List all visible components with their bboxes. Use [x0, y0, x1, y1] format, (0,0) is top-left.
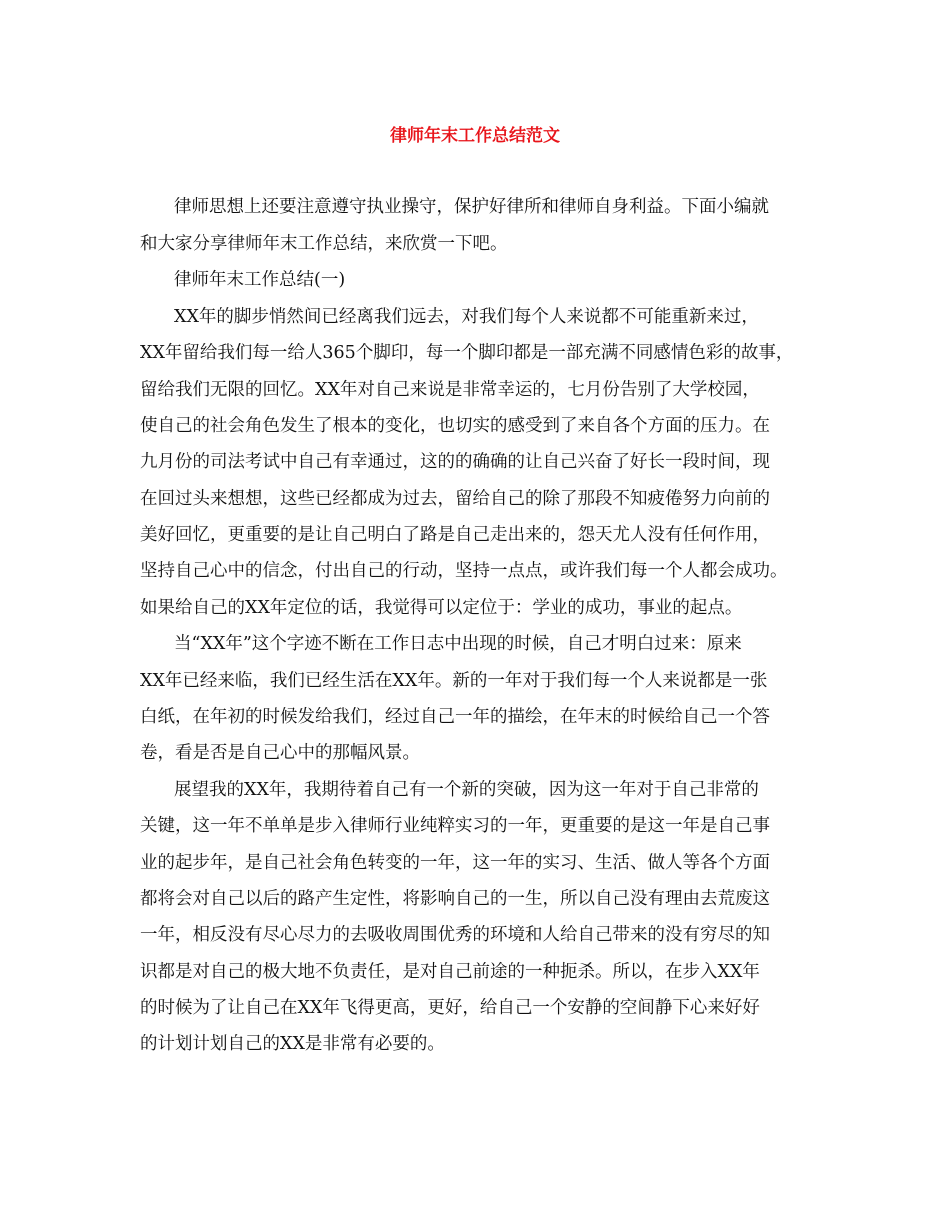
text-line: 坚持自己心中的信念，付出自己的行动，坚持一点点，或许我们每一个人都会成功。	[140, 561, 788, 581]
text-line: XX年已经来临，我们已经生活在XX年。新的一年对于我们每一个人来说都是一张	[140, 671, 768, 691]
text-line: XX年留给我们每一给人365个脚印，每一个脚印都是一部充满不同感情色彩的故事，	[140, 343, 794, 363]
text-line: 美好回忆，更重要的是让自己明白了路是自己走出来的，怨天尤人没有任何作用，	[140, 525, 770, 545]
text-line: 如果给自己的XX年定位的话，我觉得可以定位于：学业的成功，事业的起点。	[140, 598, 743, 618]
text-line: 识都是对自己的极大地不负责任，是对自己前途的一种扼杀。所以，在步入XX年	[140, 962, 760, 982]
text-line: 留给我们无限的回忆。XX年对自己来说是非常幸运的，七月份告别了大学校园，	[140, 380, 760, 400]
text-line: 的时候为了让自己在XX年飞得更高，更好，给自己一个安静的空间静下心来好好	[140, 998, 760, 1018]
text-line: 业的起步年，是自己社会角色转变的一年，这一年的实习、生活、做人等各个方面	[140, 853, 770, 873]
text-line: 都将会对自己以后的路产生定性，将影响自己的一生，所以自己没有理由去荒废这	[140, 889, 770, 909]
document-title: 律师年末工作总结范文	[390, 126, 560, 146]
section-heading: 律师年末工作总结(一)	[174, 270, 346, 290]
text-line: 使自己的社会角色发生了根本的变化，也切实的感受到了来自各个方面的压力。在	[140, 416, 770, 436]
text-line: 关键，这一年不单单是步入律师行业纯粹实习的一年，更重要的是这一年是自己事	[140, 816, 770, 836]
text-line-intro-1: 律师思想上还要注意遵守执业操守，保护好律所和律师自身利益。下面小编就	[174, 197, 769, 217]
text-line: 当“XX年”这个字迹不断在工作日志中出现的时候，自己才明白过来：原来	[174, 634, 742, 654]
text-line: XX年的脚步悄然间已经离我们远去，对我们每个人来说都不可能重新来过，	[174, 307, 759, 327]
text-line: 白纸，在年初的时候发给我们，经过自己一年的描绘，在年末的时候给自己一个答	[140, 707, 770, 727]
text-line: 在回过头来想想，这些已经都成为过去，留给自己的除了那段不知疲倦努力向前的	[140, 489, 770, 509]
text-line: 的计划计划自己的XX是非常有必要的。	[140, 1034, 445, 1054]
text-line: 一年，相反没有尽心尽力的去吸收周围优秀的环境和人给自己带来的没有穷尽的知	[140, 925, 770, 945]
text-line-intro-2: 和大家分享律师年末工作总结，来欣赏一下吧。	[140, 234, 508, 254]
text-line: 九月份的司法考试中自己有幸通过，这的的确确的让自己兴奋了好长一段时间，现	[140, 452, 770, 472]
text-line: 卷，看是否是自己心中的那幅风景。	[140, 743, 420, 763]
text-line: 展望我的XX年，我期待着自己有一个新的突破，因为这一年对于自己非常的	[174, 780, 759, 800]
